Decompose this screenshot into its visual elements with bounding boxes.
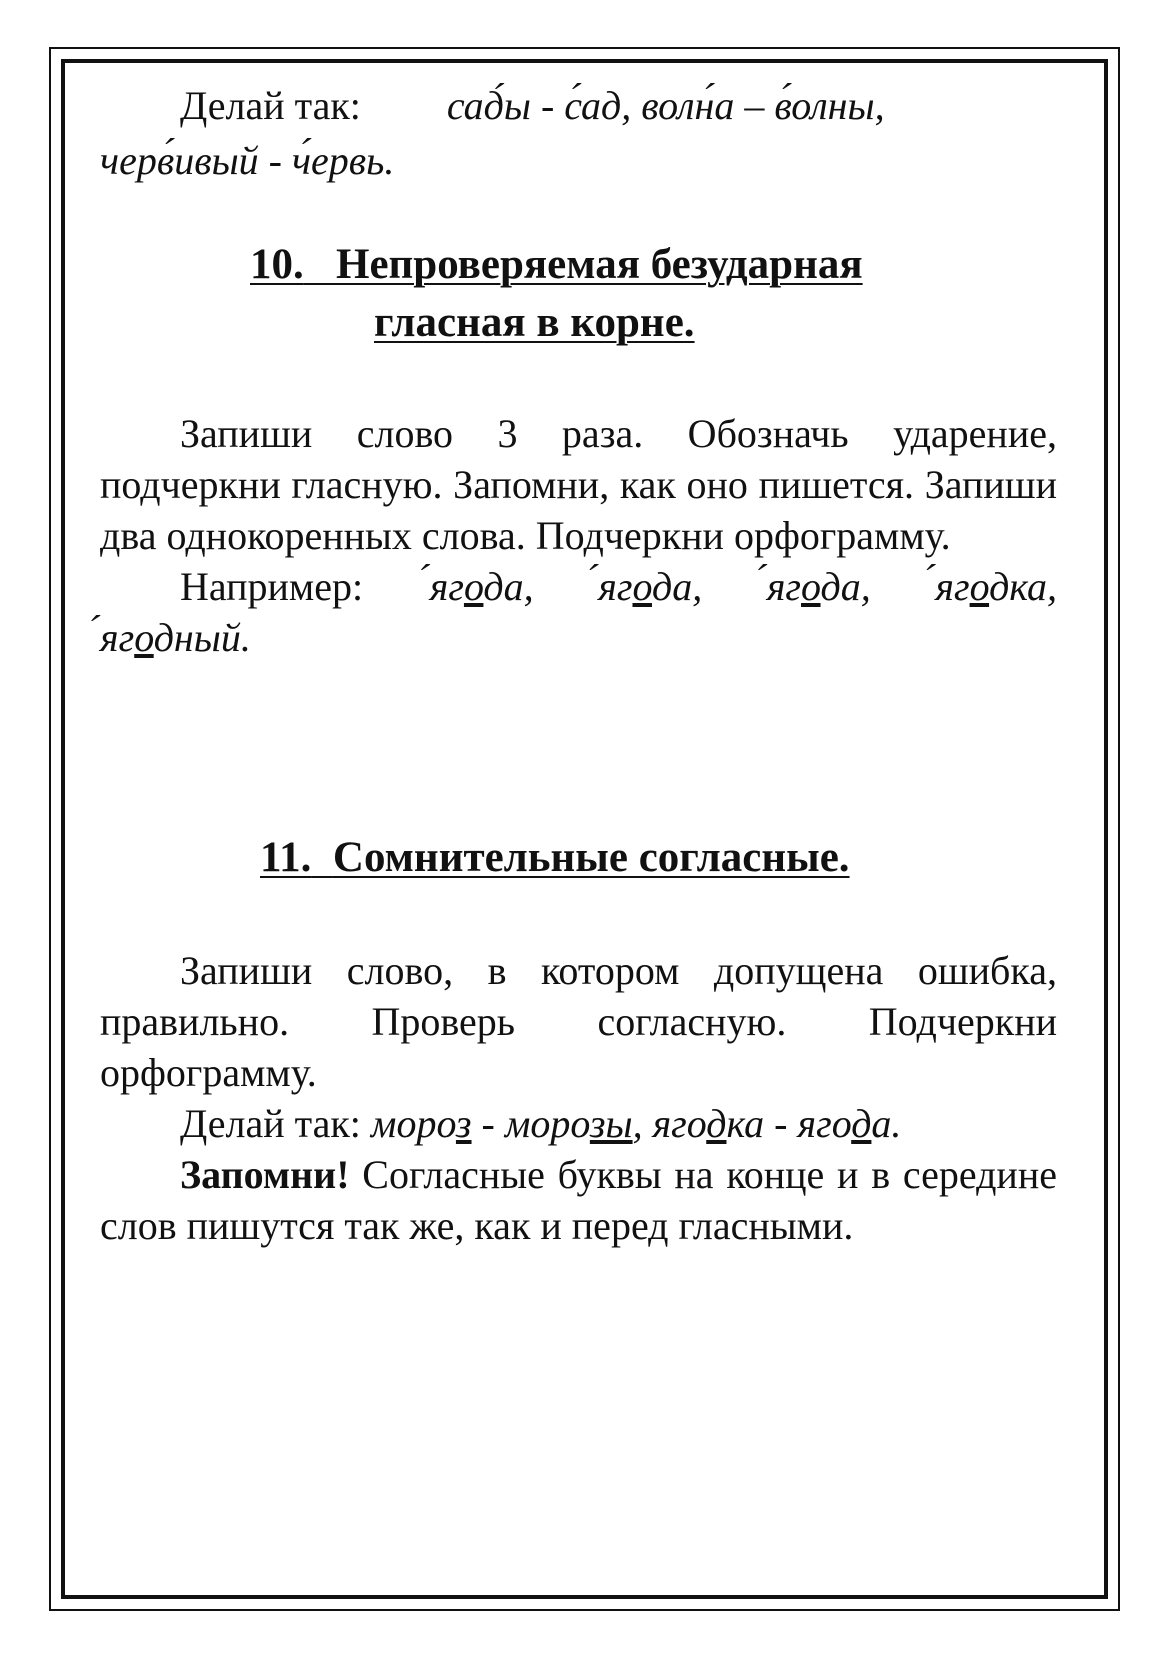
section10-title-line1: 10. Непроверяемая безударная (250, 241, 863, 288)
intro-line2 (100, 135, 1057, 186)
example-word: ́ягодка, (935, 564, 1058, 609)
section11-instruction: Запиши слово, в котором допущена ошибка, правильно. Проверь согласную. Подчеркни орфограмму. (100, 948, 1057, 1095)
example-part: ягода. (797, 1101, 902, 1146)
section11-example-label: Делай так: (180, 1101, 361, 1146)
section10-heading (100, 236, 1057, 352)
section11-title: Сомнительные согласные. (332, 834, 850, 881)
section11-example (100, 1098, 1057, 1149)
example-part: морозы, (504, 1101, 653, 1146)
section10-instruction: Запиши слово 3 раза. Обозначь ударение, подчеркни гласную. Запомни, как оно пишется. Запиши два однокоренных слова. Подчеркни орфограмму. (100, 411, 1057, 558)
section10-example (100, 561, 1057, 663)
intro-examples-line1: сад́ы - с́ад, волн́а – в́олны, (446, 83, 885, 128)
section11-heading (100, 829, 1057, 887)
section10-number: 10. (250, 241, 304, 288)
example-part: мороз - (370, 1101, 505, 1146)
example-part: ягодка - (652, 1101, 798, 1146)
intro-examples-line2: черв́ивый - ч́ервь. (100, 138, 395, 183)
example-word: ́ягода, (429, 564, 534, 609)
intro-label: Делай так: (180, 83, 361, 128)
section10-example-label: Например: (180, 564, 364, 609)
remember-label: Запомни! (180, 1152, 350, 1197)
section11-number: 11. (260, 834, 312, 881)
page-content (100, 80, 1057, 1251)
remember-text: Согласные буквы на конце и в середине слов пишутся так же, как и перед гласными. (100, 1152, 1057, 1248)
example-word: ́ягодный. (100, 615, 251, 660)
example-word: ́ягода, (766, 564, 871, 609)
intro-block (100, 80, 1057, 131)
section11-remember (100, 1149, 1057, 1251)
example-word: ́ягода, (598, 564, 703, 609)
section10-title-line2: гласная в корне. (374, 299, 695, 346)
